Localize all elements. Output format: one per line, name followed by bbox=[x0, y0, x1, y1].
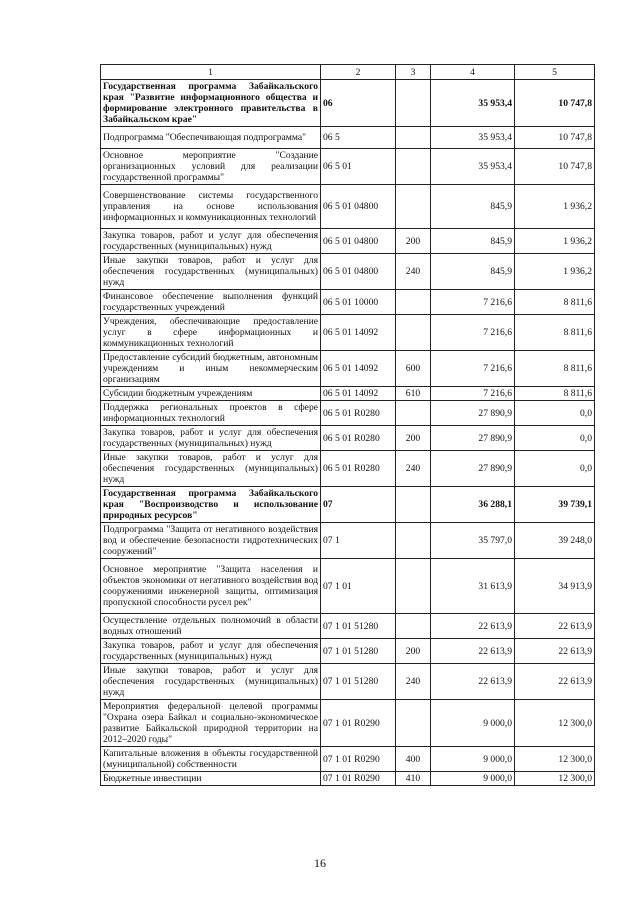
row-name-cell: Государственная программа Забайкальского края "Развитие информационного общества и формирование электронного правительства в Забайкальском крае" bbox=[101, 80, 321, 127]
row-expense-type-cell: 240 bbox=[396, 664, 431, 700]
row-name-cell: Осуществление отдельных полномочий в области водных отношений bbox=[101, 614, 321, 639]
row-name-cell: Поддержка региональных проектов в сфере информационных технологий bbox=[101, 401, 321, 426]
row-expense-type-cell bbox=[396, 487, 431, 523]
table-row bbox=[101, 772, 595, 786]
table-row bbox=[101, 664, 595, 700]
row-value-2017-cell: 10 747,8 bbox=[515, 80, 595, 127]
row-expense-type-cell bbox=[396, 127, 431, 149]
table-row bbox=[101, 700, 595, 747]
row-value-2016-cell: 35 953,4 bbox=[431, 149, 515, 185]
row-expense-type-cell bbox=[396, 290, 431, 315]
row-code-cell: 06 5 01 14092 bbox=[321, 387, 396, 401]
row-value-2016-cell: 27 890,9 bbox=[431, 401, 515, 426]
table-row bbox=[101, 229, 595, 254]
row-value-2017-cell: 10 747,8 bbox=[515, 149, 595, 185]
row-value-2017-cell: 12 300,0 bbox=[515, 772, 595, 786]
row-name-cell: Субсидии бюджетным учреждениям bbox=[101, 387, 321, 401]
row-code-cell: 07 1 01 R0290 bbox=[321, 747, 396, 772]
row-value-2017-cell: 8 811,6 bbox=[515, 315, 595, 351]
row-name-cell: Мероприятия федеральной целевой программы "Охрана озера Байкал и социально-экономическое развитие Байкальской природной территории на 2012–2020 годы" bbox=[101, 700, 321, 747]
row-name-cell: Закупка товаров, работ и услуг для обеспечения государственных (муниципальных) нужд bbox=[101, 229, 321, 254]
table-row bbox=[101, 149, 595, 185]
row-value-2017-cell: 0,0 bbox=[515, 426, 595, 451]
row-code-cell: 06 bbox=[321, 80, 396, 127]
row-name-cell: Государственная программа Забайкальского края "Воспроизводство и использование природных ресурсов" bbox=[101, 487, 321, 523]
row-value-2016-cell: 7 216,6 bbox=[431, 315, 515, 351]
row-value-2016-cell: 22 613,9 bbox=[431, 639, 515, 664]
row-value-2016-cell: 7 216,6 bbox=[431, 290, 515, 315]
row-value-2016-cell: 845,9 bbox=[431, 185, 515, 229]
table-row bbox=[101, 254, 595, 290]
table-row bbox=[101, 387, 595, 401]
row-value-2016-cell: 9 000,0 bbox=[431, 700, 515, 747]
table-row bbox=[101, 451, 595, 487]
row-value-2017-cell: 0,0 bbox=[515, 401, 595, 426]
row-value-2016-cell: 7 216,6 bbox=[431, 351, 515, 387]
document-page bbox=[100, 64, 594, 786]
table-row bbox=[101, 523, 595, 559]
row-expense-type-cell: 600 bbox=[396, 351, 431, 387]
row-value-2016-cell: 31 613,9 bbox=[431, 559, 515, 614]
row-value-2016-cell: 845,9 bbox=[431, 229, 515, 254]
row-code-cell: 06 5 01 bbox=[321, 149, 396, 185]
row-expense-type-cell: 200 bbox=[396, 229, 431, 254]
row-code-cell: 07 bbox=[321, 487, 396, 523]
row-value-2017-cell: 34 913,9 bbox=[515, 559, 595, 614]
row-value-2017-cell: 12 300,0 bbox=[515, 747, 595, 772]
row-value-2017-cell: 22 613,9 bbox=[515, 664, 595, 700]
row-code-cell: 07 1 01 51280 bbox=[321, 664, 396, 700]
row-value-2017-cell: 8 811,6 bbox=[515, 351, 595, 387]
table-row bbox=[101, 351, 595, 387]
row-expense-type-cell bbox=[396, 614, 431, 639]
row-code-cell: 07 1 01 bbox=[321, 559, 396, 614]
row-code-cell: 07 1 01 R0290 bbox=[321, 700, 396, 747]
row-expense-type-cell: 410 bbox=[396, 772, 431, 786]
row-value-2016-cell: 9 000,0 bbox=[431, 772, 515, 786]
row-value-2017-cell: 1 936,2 bbox=[515, 185, 595, 229]
row-value-2017-cell: 22 613,9 bbox=[515, 614, 595, 639]
row-expense-type-cell bbox=[396, 149, 431, 185]
table-row bbox=[101, 315, 595, 351]
row-name-cell: Иные закупки товаров, работ и услуг для обеспечения государственных (муниципальных) нужд bbox=[101, 664, 321, 700]
row-name-cell: Финансовое обеспечение выполнения функций государственных учреждений bbox=[101, 290, 321, 315]
row-expense-type-cell: 240 bbox=[396, 451, 431, 487]
table-row bbox=[101, 747, 595, 772]
header-col-2: 2 bbox=[321, 65, 396, 80]
row-code-cell: 07 1 01 51280 bbox=[321, 639, 396, 664]
table-row bbox=[101, 559, 595, 614]
row-name-cell: Закупка товаров, работ и услуг для обеспечения государственных (муниципальных) нужд bbox=[101, 639, 321, 664]
row-value-2016-cell: 36 288,1 bbox=[431, 487, 515, 523]
row-value-2016-cell: 845,9 bbox=[431, 254, 515, 290]
row-name-cell: Бюджетные инвестиции bbox=[101, 772, 321, 786]
row-value-2016-cell: 35 953,4 bbox=[431, 80, 515, 127]
row-code-cell: 06 5 01 10000 bbox=[321, 290, 396, 315]
row-value-2017-cell: 12 300,0 bbox=[515, 700, 595, 747]
row-value-2017-cell: 1 936,2 bbox=[515, 254, 595, 290]
row-expense-type-cell: 200 bbox=[396, 426, 431, 451]
row-name-cell: Предоставление субсидий бюджетным, автономным учреждениям и иным некоммерческим организациям bbox=[101, 351, 321, 387]
row-code-cell: 06 5 01 R0280 bbox=[321, 451, 396, 487]
row-expense-type-cell: 200 bbox=[396, 639, 431, 664]
row-value-2016-cell: 35 953,4 bbox=[431, 127, 515, 149]
row-code-cell: 07 1 01 51280 bbox=[321, 614, 396, 639]
table-row bbox=[101, 185, 595, 229]
row-code-cell: 07 1 bbox=[321, 523, 396, 559]
row-name-cell: Совершенствование системы государственного управления на основе использования информационных и коммуникационных технологий bbox=[101, 185, 321, 229]
row-code-cell: 07 1 01 R0290 bbox=[321, 772, 396, 786]
row-value-2016-cell: 27 890,9 bbox=[431, 426, 515, 451]
row-code-cell: 06 5 01 14092 bbox=[321, 315, 396, 351]
row-expense-type-cell bbox=[396, 559, 431, 614]
row-value-2017-cell: 39 739,1 bbox=[515, 487, 595, 523]
table-row bbox=[101, 80, 595, 127]
budget-table bbox=[100, 64, 595, 786]
row-value-2017-cell: 0,0 bbox=[515, 451, 595, 487]
row-name-cell: Учреждения, обеспечивающие предоставление услуг в сфере информационных и коммуникационных технологий bbox=[101, 315, 321, 351]
table-row bbox=[101, 614, 595, 639]
row-code-cell: 06 5 01 R0280 bbox=[321, 401, 396, 426]
row-expense-type-cell bbox=[396, 185, 431, 229]
table-row bbox=[101, 487, 595, 523]
table-row bbox=[101, 127, 595, 149]
header-col-3: 3 bbox=[396, 65, 431, 80]
row-expense-type-cell bbox=[396, 401, 431, 426]
row-name-cell: Капитальные вложения в объекты государственной (муниципальной) собственности bbox=[101, 747, 321, 772]
row-expense-type-cell bbox=[396, 315, 431, 351]
row-name-cell: Иные закупки товаров, работ и услуг для обеспечения государственных (муниципальных) нужд bbox=[101, 451, 321, 487]
table-row bbox=[101, 401, 595, 426]
row-name-cell: Закупка товаров, работ и услуг для обеспечения государственных (муниципальных) нужд bbox=[101, 426, 321, 451]
row-value-2016-cell: 27 890,9 bbox=[431, 451, 515, 487]
row-name-cell: Подпрограмма "Защита от негативного воздействия вод и обеспечение безопасности гидротехнических сооружений" bbox=[101, 523, 321, 559]
row-value-2017-cell: 1 936,2 bbox=[515, 229, 595, 254]
table-row bbox=[101, 290, 595, 315]
row-code-cell: 06 5 01 R0280 bbox=[321, 426, 396, 451]
header-col-5: 5 bbox=[515, 65, 595, 80]
row-value-2017-cell: 22 613,9 bbox=[515, 639, 595, 664]
row-value-2017-cell: 39 248,0 bbox=[515, 523, 595, 559]
row-value-2016-cell: 35 797,0 bbox=[431, 523, 515, 559]
table-row bbox=[101, 639, 595, 664]
row-name-cell: Иные закупки товаров, работ и услуг для обеспечения государственных (муниципальных) нужд bbox=[101, 254, 321, 290]
row-code-cell: 06 5 01 04800 bbox=[321, 185, 396, 229]
row-expense-type-cell bbox=[396, 523, 431, 559]
row-value-2017-cell: 8 811,6 bbox=[515, 387, 595, 401]
page-number: 16 bbox=[314, 856, 326, 870]
table-row bbox=[101, 426, 595, 451]
row-code-cell: 06 5 01 04800 bbox=[321, 254, 396, 290]
row-value-2017-cell: 10 747,8 bbox=[515, 127, 595, 149]
row-value-2016-cell: 22 613,9 bbox=[431, 664, 515, 700]
row-expense-type-cell bbox=[396, 700, 431, 747]
row-expense-type-cell: 610 bbox=[396, 387, 431, 401]
row-value-2016-cell: 9 000,0 bbox=[431, 747, 515, 772]
row-code-cell: 06 5 01 14092 bbox=[321, 351, 396, 387]
row-expense-type-cell bbox=[396, 80, 431, 127]
table-header-row bbox=[101, 65, 595, 80]
table-body bbox=[101, 80, 595, 786]
header-col-1: 1 bbox=[101, 65, 321, 80]
row-code-cell: 06 5 01 04800 bbox=[321, 229, 396, 254]
row-name-cell: Подпрограмма "Обеспечивающая подпрограмма" bbox=[101, 127, 321, 149]
header-col-4: 4 bbox=[431, 65, 515, 80]
row-value-2016-cell: 7 216,6 bbox=[431, 387, 515, 401]
row-name-cell: Основное мероприятие "Создание организационных условий для реализации государственной программы" bbox=[101, 149, 321, 185]
row-code-cell: 06 5 bbox=[321, 127, 396, 149]
row-expense-type-cell: 400 bbox=[396, 747, 431, 772]
row-name-cell: Основное мероприятие "Защита населения и объектов экономики от негативного воздействия вод сооружениями инженерной защиты, оптимизация пропускной способности русел рек" bbox=[101, 559, 321, 614]
row-expense-type-cell: 240 bbox=[396, 254, 431, 290]
row-value-2016-cell: 22 613,9 bbox=[431, 614, 515, 639]
row-value-2017-cell: 8 811,6 bbox=[515, 290, 595, 315]
